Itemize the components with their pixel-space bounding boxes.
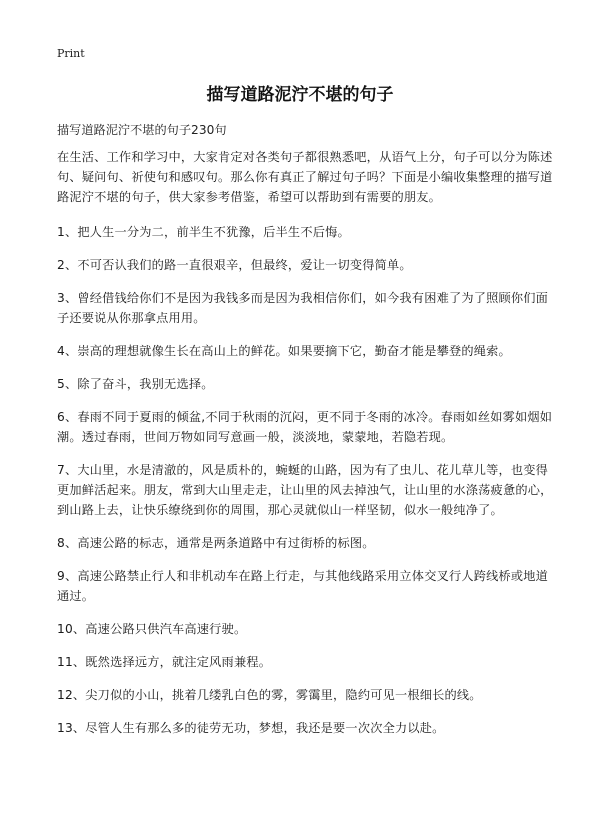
sentence-item: 8、高速公路的标志，通常是两条道路中有过街桥的标图。 xyxy=(57,536,375,550)
sentence-item: 5、除了奋斗，我别无选择。 xyxy=(57,377,214,391)
sentence-item: 6、春雨不同于夏雨的倾盆,不同于秋雨的沉闷，更不同于冬雨的冰冷。春雨如丝如雾如烟如潮。透过春雨，世间万物如同写意画一般，淡淡地，蒙蒙地，若隐若现。 xyxy=(57,410,553,444)
sentence-item: 12、尖刀似的小山，挑着几缕乳白色的雾，雾霭里，隐约可见一根细长的线。 xyxy=(57,688,482,702)
sentence-item: 7、大山里，水是清澈的，风是质朴的，蜿蜒的山路，因为有了虫儿、花儿草儿等，也变得更加鲜活起来。朋友，常到大山里走走，让山里的风去掉浊气，让山里的水涤荡疲惫的心，到山路上去，让快乐缭绕到你的周围，那心灵就似山一样坚韧，似水一般纯净了。 xyxy=(57,463,553,517)
sentence-item: 9、高速公路禁止行人和非机动车在路上行走，与其他线路采用立体交叉行人跨线桥或地道通过。 xyxy=(57,569,549,603)
sentence-item: 1、把人生一分为二，前半生不犹豫，后半生不后悔。 xyxy=(57,225,350,239)
intro-paragraph: 在生活、工作和学习中，大家肯定对各类句子都很熟悉吧，从语气上分，句子可以分为陈述句、疑问句、祈使句和感叹句。那么你有真正了解过句子吗？下面是小编收集整理的描写道路泥泞不堪的句子，供大家参考借鉴，希望可以帮助到有需要的朋友。 xyxy=(57,150,553,204)
sentence-item: 3、曾经借钱给你们不是因为我钱多而是因为我相信你们，如今我有困难了为了照顾你们面子还要说从你那拿点用用。 xyxy=(57,291,549,325)
sentence-item: 2、不可否认我们的路一直很艰辛，但最终，爱让一切变得简单。 xyxy=(57,258,412,272)
sentence-item: 13、尽管人生有那么多的徒劳无功，梦想，我还是要一次次全力以赴。 xyxy=(57,721,445,735)
article-subtitle: 描写道路泥泞不堪的句子230句 xyxy=(57,123,227,137)
sentence-item: 11、既然选择远方，就注定风雨兼程。 xyxy=(57,655,272,669)
print-link[interactable]: Print xyxy=(57,47,85,60)
page-title: 描写道路泥泞不堪的句子 xyxy=(206,85,394,105)
article-body xyxy=(57,147,553,751)
sentence-item: 10、高速公路只供汽车高速行驶。 xyxy=(57,622,247,636)
sentence-item: 4、崇高的理想就像生长在高山上的鲜花。如果要摘下它，勤奋才能是攀登的绳索。 xyxy=(57,344,511,358)
